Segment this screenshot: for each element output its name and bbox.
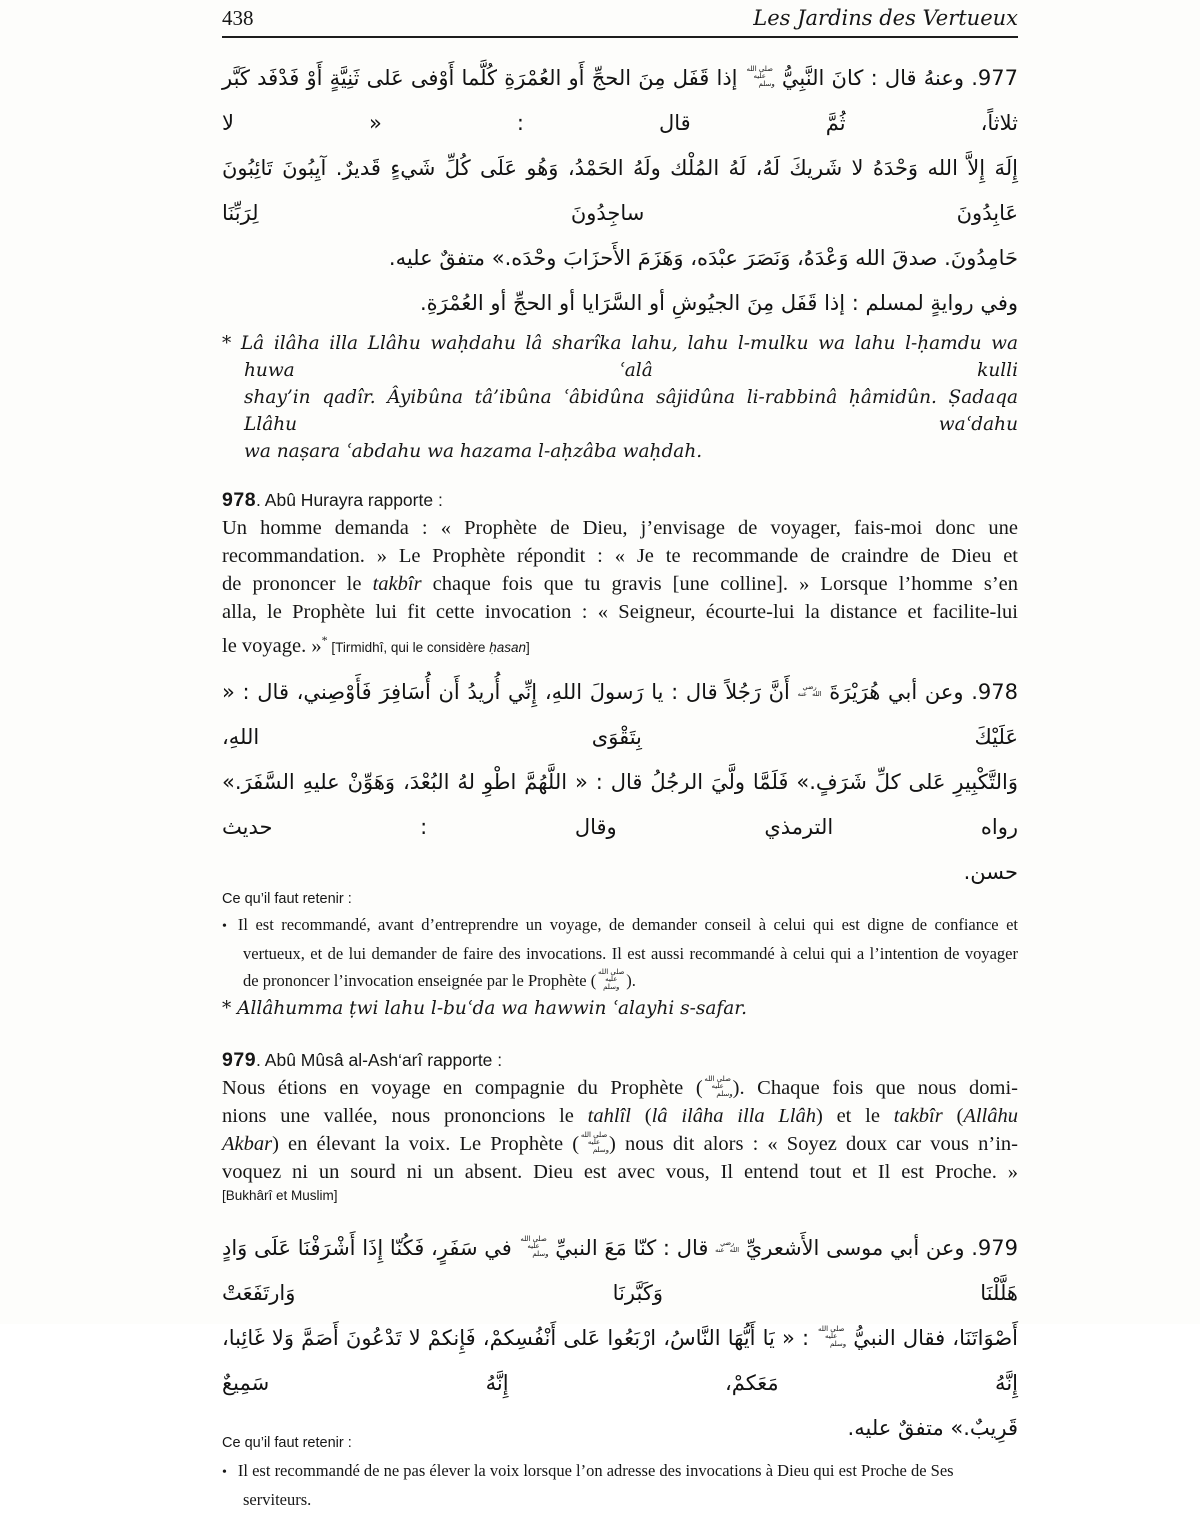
reference-line: [Bukhârî et Muslim] <box>222 1187 338 1203</box>
hadith-979-arabic <box>222 1226 1018 1451</box>
section-978-heading: 978. Abû Hurayra rapporte : <box>222 489 443 511</box>
transliteration-978 <box>222 995 1018 1022</box>
translit-line: shay’in qadîr. Âyibûna tâ’ibûna ʿâbidûna sâjidûna li-rabbinâ ḥâmidûn. Ṣadaqa Llâhu waʿdahu <box>244 387 1018 435</box>
hadith-978-arabic <box>222 670 1018 895</box>
note-line: • Il est recommandé de ne pas élever la voix lorsque l’on adresse des invocations à Dieu qui est Proche de Ses serviteurs. <box>222 1460 954 1509</box>
translit-line: * Lâ ilâha illa Llâhu waḥdahu lâ sharîka lahu, lahu l-mulku wa lahu l-ḥamdu wa huwa ʿalâ kulli <box>222 333 1018 381</box>
note-line: de prononcer l’invocation enseignée par le Prophète ( صلى الله عليه وسلم ). <box>243 967 636 991</box>
book-title: Les Jardins des Vertueux <box>753 6 1018 30</box>
paragraph-line: voquez ni un sourd ni un absent. Dieu est avec vous, Il entend tout et Il est Proche. » <box>222 1160 1018 1183</box>
retain-note-979 <box>222 1457 1018 1513</box>
section-979-heading: 979. Abû Mûsâ al-Ash‘arî rapporte : <box>222 1048 503 1071</box>
paragraph-line: Un homme demanda : « Prophète de Dieu, j’envisage de voyager, fais-moi donc une <box>222 517 1018 539</box>
paragraph-line: Akbar) en élevant la voix. Le Prophète ( صلى الله عليه وسلم) nous dit alors : « Soyez doux car vous n’in- <box>222 1130 1018 1155</box>
arabic-line: وَالتَّكْبِيرِ عَلى كلِّ شَرَفٍ.» فَلَمَّا ولَّيَ الرجُلُ قال : « اللَّهُمَّ اطْوِ لهُ البُعْدَ، وَهَوِّنْ عليهِ السَّفَرَ.» رواه الترمذي وقال : حديث <box>222 769 1018 839</box>
page-header <box>222 0 1018 38</box>
transliteration-977 <box>222 330 1018 465</box>
hadith-reference <box>222 1186 1018 1205</box>
paragraph-line: recommandation. » Le Prophète répondit : « Je te recommande de craindre de Dieu et <box>222 545 1018 567</box>
arabic-line: إِلَهَ إِلاَّ الله وَحْدَهُ لا شَريكَ لَهُ، لَهُ المُلْك ولَهُ الحَمْدُ، وَهُو عَلَى كُلِّ شَيءٍ قَديرٌ. آيِبُونَ تَائِبُونَ عَابِدُونَ ساجِدُونَ لِرَبِّنَا <box>222 156 1018 225</box>
note-line: vertueux, et de lui demander de faire des invocations. Il est aussi recommandé à celui qui a l’intention de voyager <box>243 943 1018 963</box>
arabic-line: حسن. <box>963 859 1018 884</box>
paragraph-line: le voyage. »* [Tirmidhî, qui le considère ḥasan] <box>222 633 530 657</box>
paragraph-line: nions une vallée, nous prononcions le tahlîl (lâ ilâha illa Llâh) et le takbîr (Allâhu <box>222 1104 1019 1127</box>
paragraph-line: de prononcer le takbîr chaque fois que tu gravis [une colline]. » Lorsque l’homme s’en <box>222 573 1018 595</box>
arabic-line: 979. وعن أبي موسى الأَشعريِّ رضي الله عنه قال : كنّا مَعَ النبيِّ صلى الله عليه وسلم في سَفَرٍ، فَكُنّا إِذَا أَشْرَفْنَا عَلَى وَادٍ هَلَّلْنَا وَكَبَّرنَا وَارتَفَعَتْ <box>222 1234 1018 1305</box>
retain-note-title: Ce qu’il faut retenir : <box>222 890 352 907</box>
translit-line: * Allâhumma ṭwi lahu l-buʿda wa hawwin ʿalayhi s-safar. <box>222 997 747 1019</box>
arabic-line: وفي روايةٍ لمسلم : إذا قَفَل مِنَ الجيُوشِ أو السَّرَايا أو الحجِّ أو العُمْرَةِ. <box>419 291 1018 315</box>
paragraph-line: Nous étions en voyage en compagnie du Prophète ( صلى الله عليه وسلم). Chaque fois que nous domi- <box>222 1074 1019 1099</box>
page-number: 438 <box>222 6 254 30</box>
arabic-line: قَرِيبٌ.» متفقٌ عليه. <box>847 1415 1018 1440</box>
arabic-line: 977. وعنهُ قال : كانَ النَّبِيُّ صلى الله عليه وسلم إذا قَفَل مِنَ الحجِّ أَو العُمْرَةِ كُلَّما أَوْفى عَلى ثَنِيَّةٍ أَوْ فَدْفَد كَبَّر ثلاثاً، ثُمَّ قال : « لا <box>222 64 1018 135</box>
arabic-line: 978. وعن أبي هُرَيْرَةَ رضي الله عنه أَنَّ رَجُلاً قال : يا رَسولَ اللهِ، إِنِّي أُريدُ أَن أُسَافِرَ فَأَوْصِني، قال : « عَلَيْكَ بِتَقْوَى اللهِ، <box>222 679 1019 749</box>
note-line: • Il est recommandé, avant d’entreprendre un voyage, de demander conseil à celui qui est digne de confiance et <box>222 914 1018 934</box>
hadith-978-translation <box>222 514 1018 662</box>
arabic-line: حَامِدُونَ. صدقَ الله وَعْدَهُ، وَنَصَرَ عبْدَه، وَهَزَمَ الأَحزَابَ وحْدَه.» متفقٌ عليه. <box>388 246 1018 270</box>
hadith-979-translation <box>222 1074 1018 1186</box>
retain-note-978 <box>222 911 1018 994</box>
retain-note-title: Ce qu’il faut retenir : <box>222 1434 352 1451</box>
hadith-977-arabic <box>222 56 1018 326</box>
arabic-line: أَصْوَاتَنَا، فقال النبيُّ صلى الله عليه وسلم : « يَا أَيُّهَا النَّاسُ، ارْبَعُوا عَلى أَنْفُسِكمْ، فَإِنكمْ لا تَدْعُونَ أَصَمَّ وَلا غَائِبا، إِنَّهُ مَعَكمْ، إِنَّهُ سَمِيعٌ <box>222 1324 1019 1395</box>
translit-line: wa naṣara ʿabdahu wa hazama l-aḥzâba waḥdah. <box>244 441 703 462</box>
paragraph-line: alla, le Prophète lui fit cette invocation : « Seigneur, écourte-lui la distance et facilite-lui <box>222 601 1018 623</box>
